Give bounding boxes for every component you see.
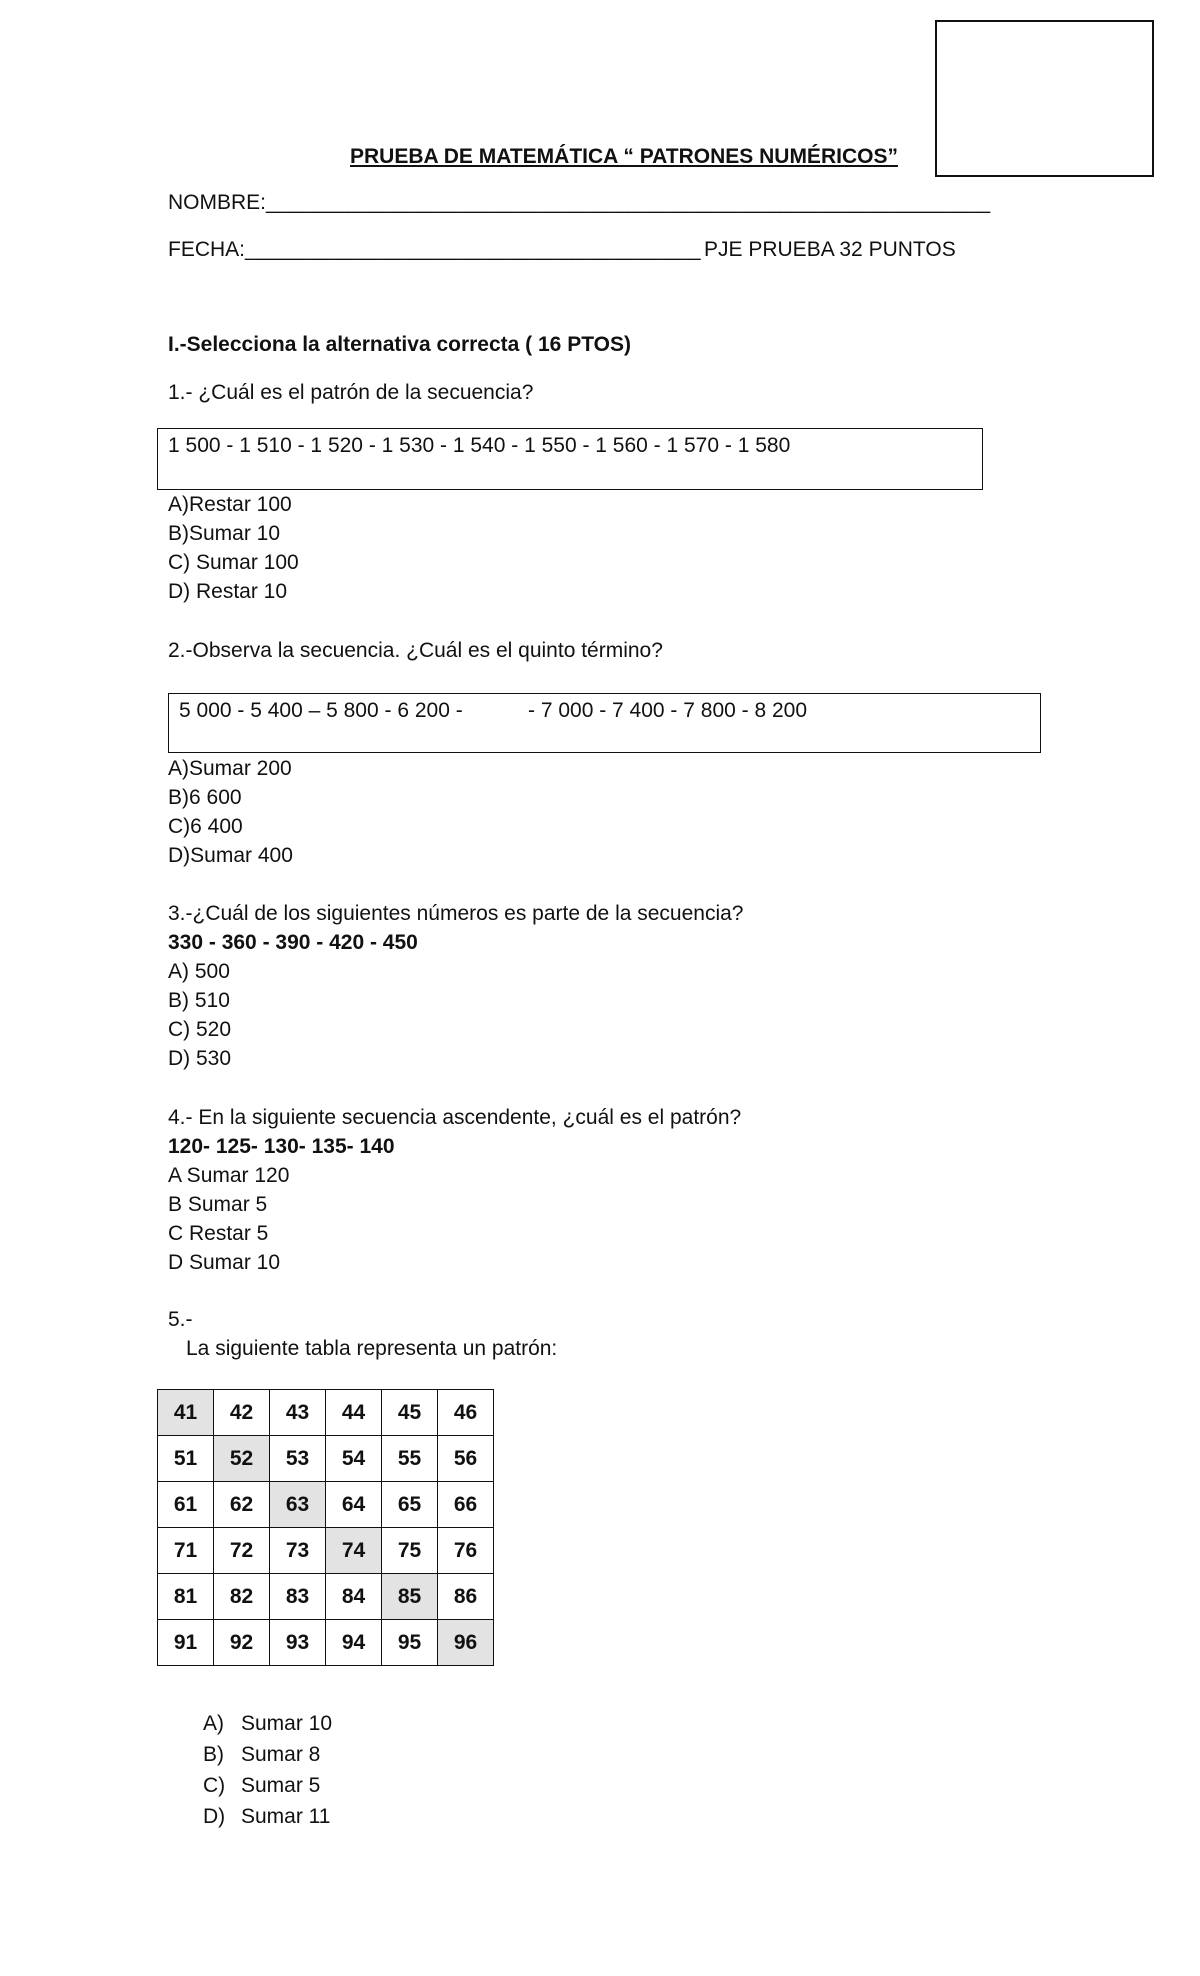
nombre-field[interactable]: NOMBRE:______________________________________________________________ <box>168 191 991 214</box>
table-cell: 56 <box>438 1436 494 1482</box>
table-cell: 96 <box>438 1620 494 1666</box>
table-cell: 51 <box>158 1436 214 1482</box>
table-cell: 94 <box>326 1620 382 1666</box>
table-cell: 63 <box>270 1482 326 1528</box>
q5-option-c[interactable]: C) Sumar 5 <box>203 1774 321 1797</box>
table-cell: 54 <box>326 1436 382 1482</box>
page-title: PRUEBA DE MATEMÁTICA “ PATRONES NUMÉRICOS” <box>350 145 898 168</box>
q1-option-a[interactable]: A)Restar 100 <box>168 493 292 516</box>
table-cell: 84 <box>326 1574 382 1620</box>
table-cell: 64 <box>326 1482 382 1528</box>
q4-option-b[interactable]: B Sumar 5 <box>168 1193 268 1216</box>
q1-sequence-box <box>157 428 983 490</box>
q2-option-a[interactable]: A)Sumar 200 <box>168 757 292 780</box>
q1-option-b[interactable]: B)Sumar 10 <box>168 522 281 545</box>
table-row <box>158 1620 494 1666</box>
grade-box <box>935 20 1154 177</box>
q2-sequence-right: - 7 000 - 7 400 - 7 800 - 8 200 <box>528 699 808 722</box>
q1-prompt: 1.- ¿Cuál es el patrón de la secuencia? <box>168 381 534 404</box>
table-cell: 52 <box>214 1436 270 1482</box>
q2-prompt: 2.-Observa la secuencia. ¿Cuál es el quinto término? <box>168 639 663 662</box>
q5-option-b[interactable]: B) Sumar 8 <box>203 1743 321 1766</box>
section-title: I.-Selecciona la alternativa correcta ( 16 PTOS) <box>168 333 631 356</box>
table-cell: 44 <box>326 1390 382 1436</box>
table-cell: 93 <box>270 1620 326 1666</box>
table-cell: 86 <box>438 1574 494 1620</box>
table-cell: 62 <box>214 1482 270 1528</box>
q2-option-c[interactable]: C)6 400 <box>168 815 243 838</box>
pattern-table <box>157 1389 494 1666</box>
table-cell: 71 <box>158 1528 214 1574</box>
table-cell: 55 <box>382 1436 438 1482</box>
table-cell: 91 <box>158 1620 214 1666</box>
table-cell: 72 <box>214 1528 270 1574</box>
table-cell: 92 <box>214 1620 270 1666</box>
table-cell: 83 <box>270 1574 326 1620</box>
q4-block <box>168 1103 741 1277</box>
table-cell: 85 <box>382 1574 438 1620</box>
q3-block <box>168 899 744 1073</box>
q5-option-d[interactable]: D) Sumar 11 <box>203 1805 331 1828</box>
q4-option-a[interactable]: A Sumar 120 <box>168 1164 290 1187</box>
table-row <box>158 1436 494 1482</box>
q3-option-c[interactable]: C) 520 <box>168 1018 232 1041</box>
table-cell: 73 <box>270 1528 326 1574</box>
table-cell: 76 <box>438 1528 494 1574</box>
q5-prompt: La siguiente tabla representa un patrón: <box>186 1337 558 1360</box>
q4-prompt: 4.- En la siguiente secuencia ascendente, ¿cuál es el patrón? <box>168 1106 742 1129</box>
q2-options <box>168 754 293 870</box>
puntaje-text: PJE PRUEBA 32 PUNTOS <box>704 238 956 261</box>
table-row <box>158 1528 494 1574</box>
table-cell: 46 <box>438 1390 494 1436</box>
table-cell: 75 <box>382 1528 438 1574</box>
table-row <box>158 1482 494 1528</box>
table-cell: 95 <box>382 1620 438 1666</box>
table-cell: 43 <box>270 1390 326 1436</box>
table-cell: 82 <box>214 1574 270 1620</box>
q5-options <box>203 1708 332 1832</box>
q5-option-a[interactable]: A) Sumar 10 <box>203 1712 333 1735</box>
table-cell: 81 <box>158 1574 214 1620</box>
q3-sequence: 330 - 360 - 390 - 420 - 450 <box>168 931 418 954</box>
q4-option-c[interactable]: C Restar 5 <box>168 1222 269 1245</box>
table-row <box>158 1574 494 1620</box>
table-cell: 53 <box>270 1436 326 1482</box>
q1-option-c[interactable]: C) Sumar 100 <box>168 551 299 574</box>
q2-option-d[interactable]: D)Sumar 400 <box>168 844 293 867</box>
q3-option-d[interactable]: D) 530 <box>168 1047 232 1070</box>
table-cell: 74 <box>326 1528 382 1574</box>
q1-options <box>168 490 299 606</box>
q4-option-d[interactable]: D Sumar 10 <box>168 1251 281 1274</box>
q2-option-b[interactable]: B)6 600 <box>168 786 242 809</box>
table-cell: 45 <box>382 1390 438 1436</box>
q4-sequence: 120- 125- 130- 135- 140 <box>168 1135 395 1158</box>
table-row <box>158 1390 494 1436</box>
q2-sequence-left: 5 000 - 5 400 – 5 800 - 6 200 - <box>179 699 463 722</box>
table-cell: 42 <box>214 1390 270 1436</box>
q1-option-d[interactable]: D) Restar 10 <box>168 580 288 603</box>
q3-option-a[interactable]: A) 500 <box>168 960 230 983</box>
q5-number: 5.- <box>168 1308 193 1331</box>
q3-option-b[interactable]: B) 510 <box>168 989 230 1012</box>
q2-sequence-box <box>168 693 1041 753</box>
table-cell: 65 <box>382 1482 438 1528</box>
table-cell: 61 <box>158 1482 214 1528</box>
q1-sequence: 1 500 - 1 510 - 1 520 - 1 530 - 1 540 - 1 550 - 1 560 - 1 570 - 1 580 <box>168 434 791 457</box>
table-cell: 66 <box>438 1482 494 1528</box>
q3-prompt: 3.-¿Cuál de los siguientes números es parte de la secuencia? <box>168 902 744 925</box>
fecha-field[interactable]: FECHA:_______________________________________ <box>168 238 701 261</box>
table-cell: 41 <box>158 1390 214 1436</box>
